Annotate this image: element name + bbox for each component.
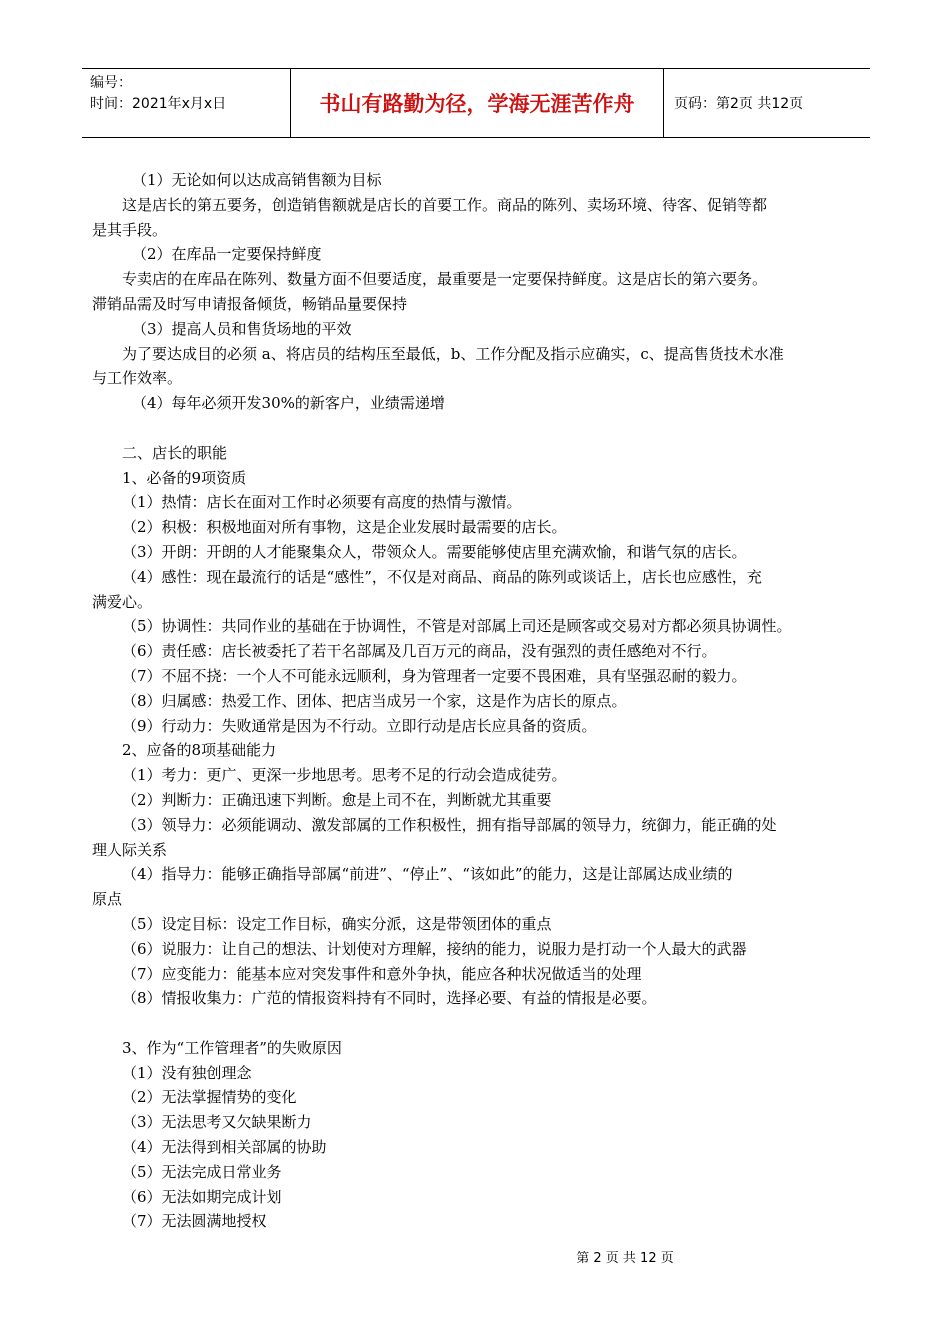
text-line: 为了要达成目的必须 a、将店员的结构压至最低，b、工作分配及指示应确实，c、提高售货技术水准	[122, 344, 784, 363]
text-line: （6）说服力：让自己的想法、计划使对方理解，接纳的能力，说服力是打动一个人最大的武器	[122, 939, 747, 958]
text-line: （2）无法掌握情势的变化	[122, 1088, 297, 1107]
text-line: （2）在库品一定要保持鲜度	[132, 245, 322, 264]
text-line: （4）无法得到相关部属的协助	[122, 1138, 327, 1157]
text-line: （4）指导力：能够正确指导部属“前进”、“停止”、“该如此”的能力，这是让部属达成业绩的	[122, 865, 733, 884]
text-line: 二、店长的职能	[122, 443, 228, 462]
text-line: 滞销品需及时写申请报备倾货，畅销品量要保持	[92, 294, 408, 313]
text-line: 原点	[92, 890, 123, 909]
header-meta	[82, 69, 291, 137]
page-header	[82, 68, 870, 138]
number-label: 编号：	[90, 75, 132, 91]
header-page-info: 页码：第2页 共12页	[674, 96, 804, 112]
text-line: （5）无法完成日常业务	[122, 1162, 282, 1181]
header-motto: 书山有路勤为径，学海无涯苦作舟	[291, 69, 664, 137]
text-line: （1）没有独创理念	[122, 1063, 252, 1082]
text-line: 理人际关系	[92, 840, 168, 859]
text-line: 与工作效率。	[92, 369, 183, 388]
text-line: 3、作为“工作管理者”的失败原因	[122, 1038, 342, 1057]
text-line: （8）情报收集力：广范的情报资料持有不同时，选择必要、有益的情报是必要。	[122, 989, 657, 1008]
text-line: （2）积极：积极地面对所有事物，这是企业发展时最需要的店长。	[122, 518, 567, 537]
time-label: 时间：2021年x月x日	[90, 96, 227, 112]
text-line: （4）每年必须开发30%的新客户，业绩需递增	[132, 394, 445, 413]
document-body	[92, 168, 867, 1234]
text-line: （5）设定目标：设定工作目标，确实分派，这是带领团体的重点	[122, 914, 552, 933]
text-line: （4）感性：现在最流行的话是“感性”，不仅是对商品、商品的陈列或谈话上，店长也应感性，充	[122, 567, 762, 586]
text-line: （3）领导力：必须能调动、激发部属的工作积极性，拥有指导部属的领导力，统御力，能正确的处	[122, 815, 777, 834]
blank-line	[92, 416, 867, 441]
text-line: （6）无法如期完成计划	[122, 1187, 282, 1206]
text-line: （8）归属感：热爱工作、团体、把店当成另一个家，这是作为店长的原点。	[122, 691, 627, 710]
text-line: （9）行动力：失败通常是因为不行动。立即行动是店长应具备的资质。	[122, 716, 597, 735]
text-line: 是其手段。	[92, 220, 168, 239]
text-line: （6）责任感：店长被委托了若干名部属及几百万元的商品，没有强烈的责任感绝对不行。	[122, 642, 717, 661]
text-line: （7）应变能力：能基本应对突发事件和意外争执，能应各种状况做适当的处理	[122, 964, 642, 983]
text-line: 专卖店的在库品在陈列、数量方面不但要适度，最重要是一定要保持鲜度。这是店长的第六要务。	[122, 270, 768, 289]
text-line: （3）提高人员和售货场地的平效	[132, 319, 352, 338]
text-line: （7）不屈不挠：一个人不可能永远顺利，身为管理者一定要不畏困难，具有坚强忍耐的毅力。	[122, 666, 747, 685]
text-line: （3）无法思考又欠缺果断力	[122, 1113, 312, 1132]
text-line: （1）无论如何以达成高销售额为目标	[132, 171, 382, 189]
text-line: （1）考力：更广、更深一步地思考。思考不足的行动会造成徒劳。	[122, 766, 567, 785]
text-line: （3）开朗：开朗的人才能聚集众人，带领众人。需要能够使店里充满欢愉，和谐气氛的店长。	[122, 542, 747, 561]
text-line: 1、必备的9项资质	[122, 468, 247, 487]
text-line: 2、应备的8项基础能力	[122, 741, 277, 760]
text-line: （7）无法圆满地授权	[122, 1212, 267, 1231]
text-line: 这是店长的第五要务，创造销售额就是店长的首要工作。商品的陈列、卖场环境、待客、促销等都	[122, 195, 768, 214]
text-line: （1）热情：店长在面对工作时必须要有高度的热情与激情。	[122, 493, 522, 512]
text-line: （2）判断力：正确迅速下判断。愈是上司不在，判断就尤其重要	[122, 790, 552, 809]
text-line: （5）协调性：共同作业的基础在于协调性，不管是对部属上司还是顾客或交易对方都必须具协调性。	[122, 617, 792, 636]
blank-line	[92, 1011, 867, 1036]
text-line: 满爱心。	[92, 592, 153, 611]
page-footer: 第 2 页 共 12 页	[576, 1251, 674, 1266]
